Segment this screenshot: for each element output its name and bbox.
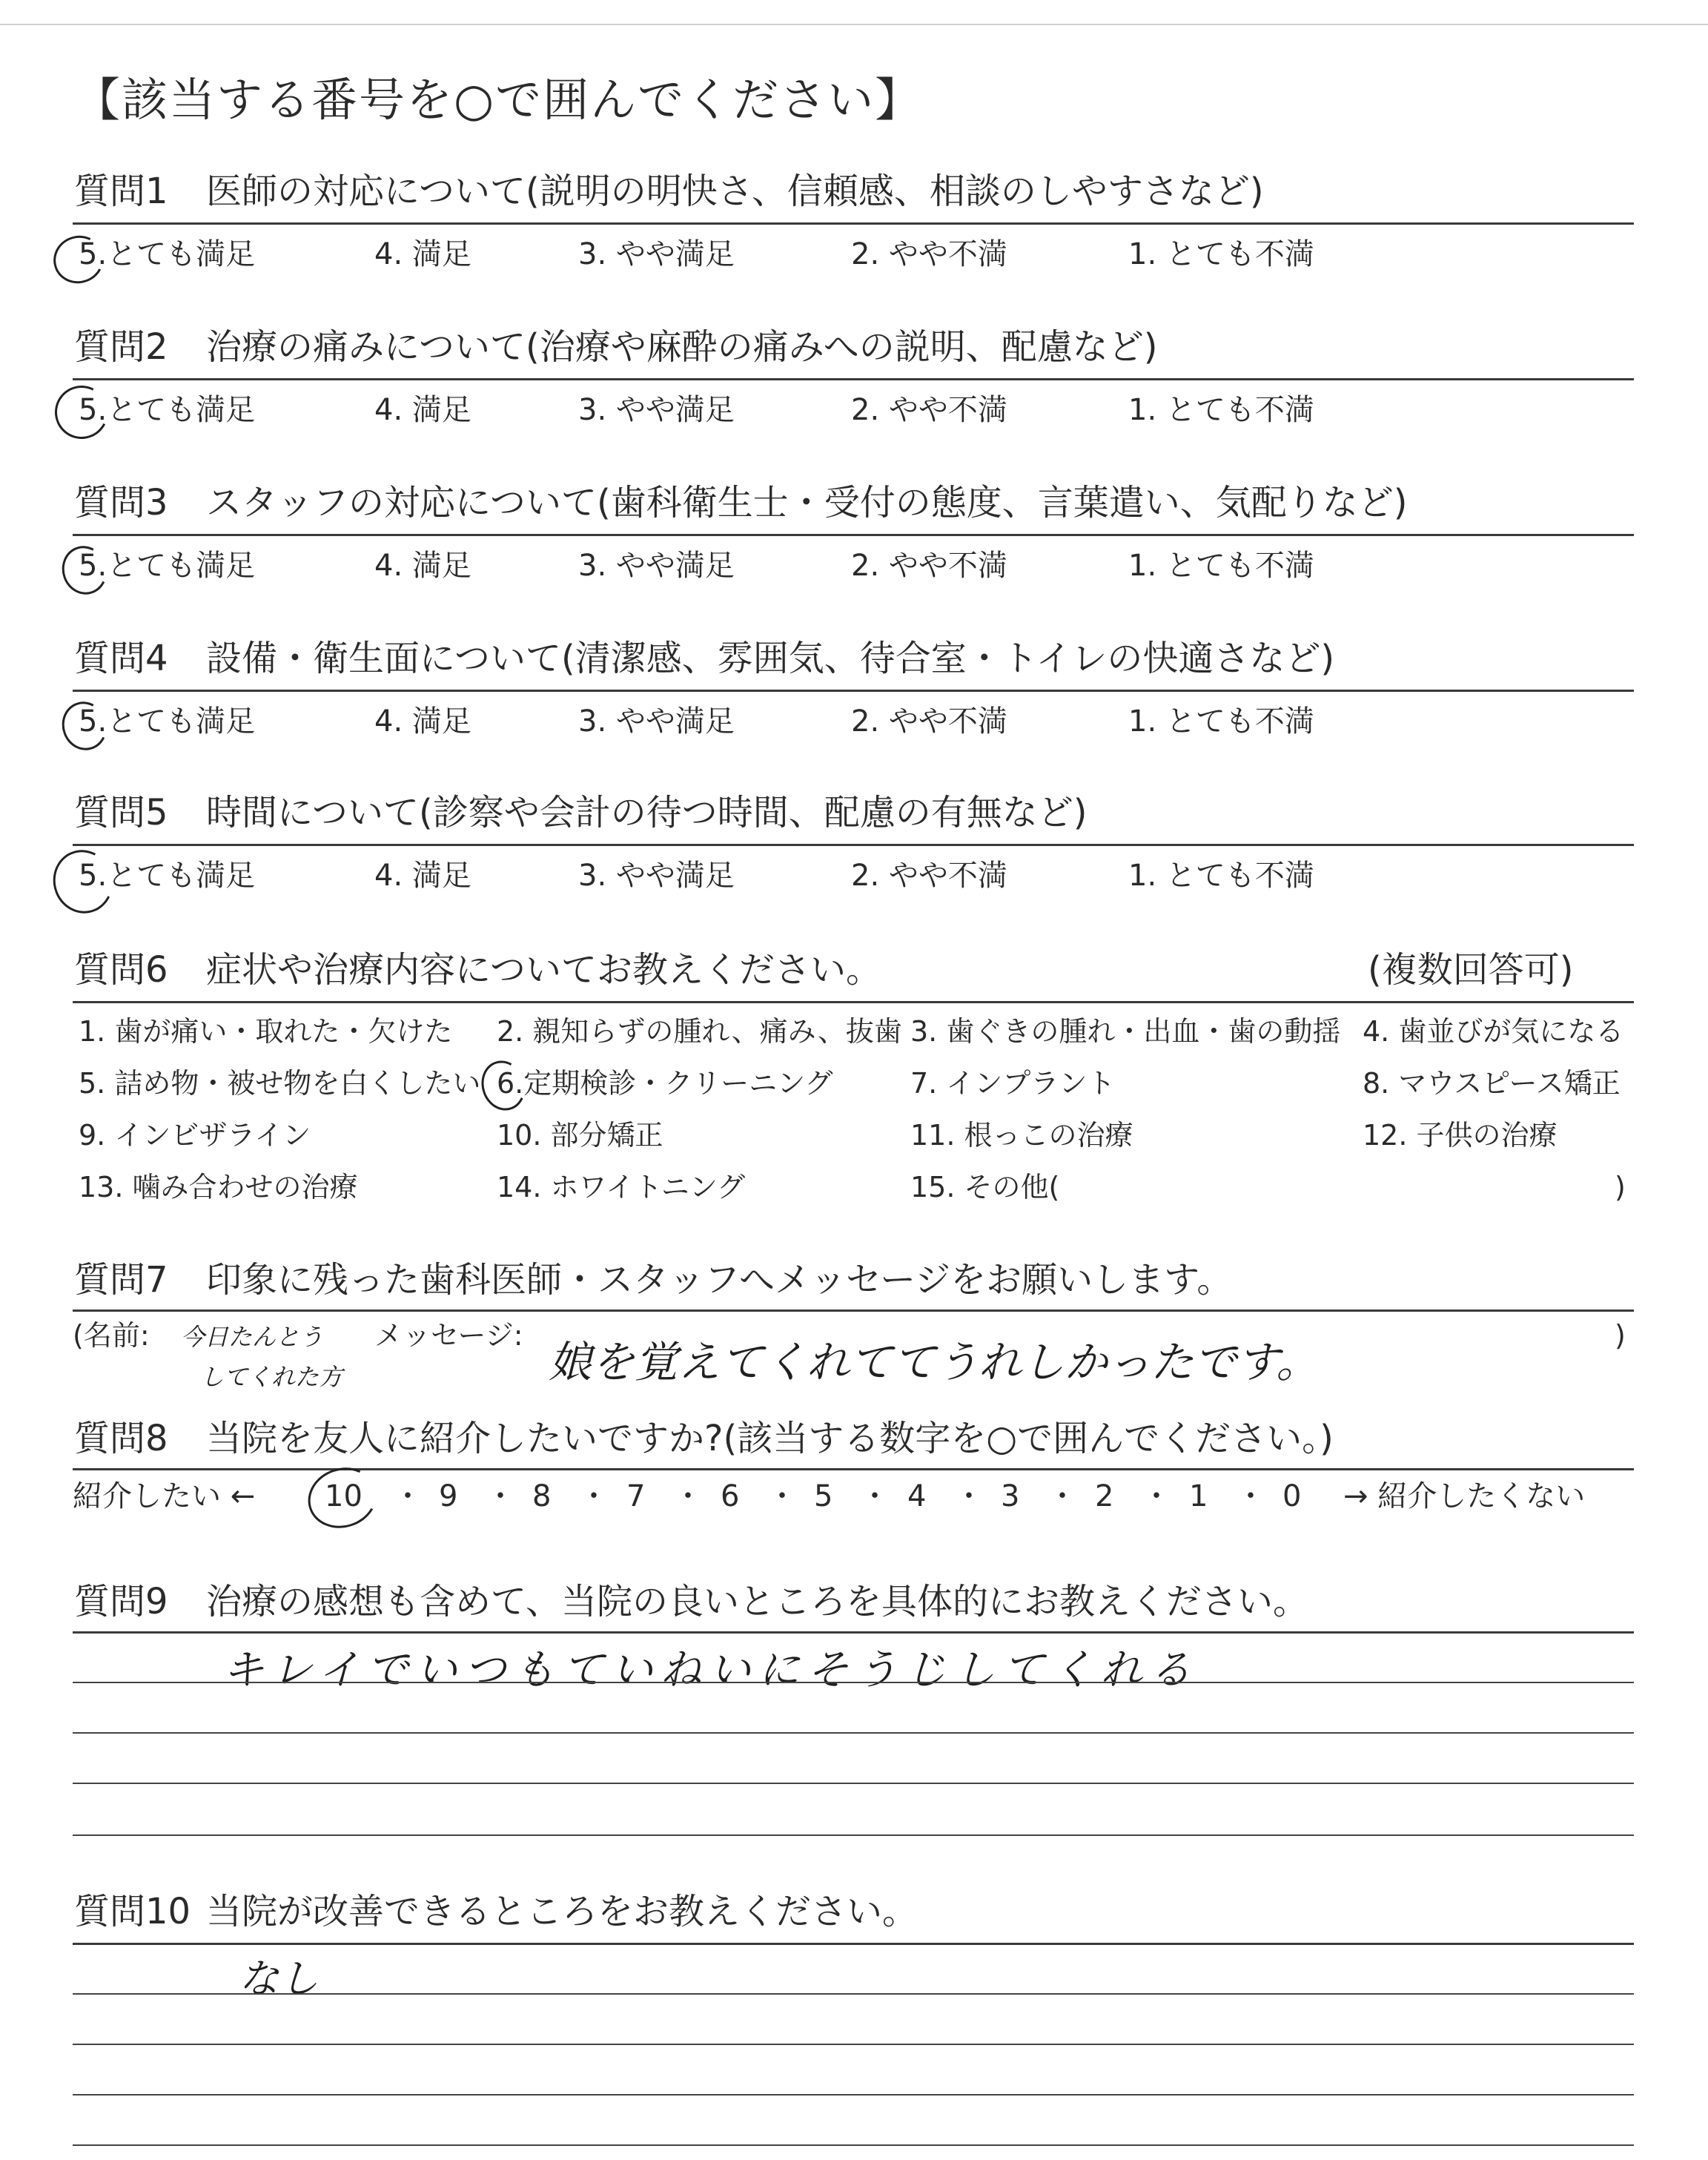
q6-option-7[interactable]: 7. インプラント <box>910 1067 1116 1100</box>
q3-option-3[interactable]: 3. やや満足 <box>578 549 735 583</box>
q6-option-4[interactable]: 4. 歯並びが気になる <box>1363 1015 1624 1048</box>
q5-selection-circle <box>45 842 122 922</box>
q5-option-4[interactable]: 4. 満足 <box>374 859 471 893</box>
q4-option-2[interactable]: 2. やや不満 <box>851 704 1007 739</box>
q6-option-10[interactable]: 10. 部分矯正 <box>497 1119 663 1152</box>
q6-option-11[interactable]: 11. 根っこの治療 <box>910 1119 1133 1152</box>
question-10-header <box>74 1889 918 1934</box>
question-6-rule <box>73 1001 1634 1003</box>
q8-left-label: 紹介したい ← <box>73 1479 256 1513</box>
q6-option-9[interactable]: 9. インビザライン <box>79 1119 311 1152</box>
q2-selection-circle <box>48 379 116 446</box>
question-2-rule <box>73 378 1634 380</box>
q8-scale-9[interactable]: 9 <box>439 1479 458 1513</box>
q8-dot: ・ <box>673 1479 703 1513</box>
q8-dot: ・ <box>393 1479 423 1513</box>
q8-selection-circle <box>300 1459 385 1536</box>
question-4-number: 質問4 <box>74 638 168 679</box>
q2-option-4[interactable]: 4. 満足 <box>374 393 471 427</box>
q1-option-3[interactable]: 3. やや満足 <box>578 237 735 271</box>
q8-dot: ・ <box>767 1479 797 1513</box>
question-8-header <box>74 1416 1334 1461</box>
q8-right-label: → 紹介したくない <box>1343 1479 1586 1513</box>
question-8-rule <box>73 1468 1634 1470</box>
q8-scale-8[interactable]: 8 <box>532 1479 552 1513</box>
question-7-rule <box>73 1309 1634 1312</box>
q7-name-value-line1[interactable]: 今日たんとう <box>181 1323 324 1351</box>
q8-scale-5[interactable]: 5 <box>814 1479 833 1513</box>
question-9-rule <box>73 1631 1634 1634</box>
q6-option-15[interactable]: 15. その他( <box>910 1171 1060 1203</box>
question-6-note: (複数回答可) <box>1368 949 1574 991</box>
page-top-border <box>0 0 1708 25</box>
question-2-header <box>74 325 1158 369</box>
q3-option-4[interactable]: 4. 満足 <box>374 549 471 583</box>
question-8-text: 当院を友人に紹介したいですか?(該当する数字を○で囲んでください。) <box>206 1418 1334 1459</box>
q1-option-1[interactable]: 1. とても不満 <box>1128 237 1314 271</box>
question-9-number: 質問9 <box>74 1581 168 1622</box>
question-9-header <box>74 1579 1308 1624</box>
q7-close-paren: ) <box>1615 1319 1626 1352</box>
q5-option-1[interactable]: 1. とても不満 <box>1128 859 1314 893</box>
question-7-header <box>74 1258 1232 1302</box>
q8-dot: ・ <box>954 1479 984 1513</box>
q4-option-3[interactable]: 3. やや満足 <box>578 704 735 739</box>
q6-option-13[interactable]: 13. 噛み合わせの治療 <box>79 1171 358 1203</box>
question-10-text: 当院が改善できるところをお教えください。 <box>206 1891 918 1932</box>
question-8-number: 質問8 <box>74 1418 168 1459</box>
q8-scale-1[interactable]: 1 <box>1189 1479 1208 1513</box>
q5-option-3[interactable]: 3. やや満足 <box>578 859 735 893</box>
question-4-text: 設備・衛生面について(清潔感、雰囲気、待合室・トイレの快適さなど) <box>206 638 1335 679</box>
question-1-rule <box>73 222 1634 225</box>
question-7-number: 質問7 <box>74 1259 168 1301</box>
question-3-rule <box>73 534 1634 536</box>
q8-dot: ・ <box>1047 1479 1077 1513</box>
question-5-number: 質問5 <box>74 792 168 833</box>
q7-message-label: メッセージ: <box>374 1319 523 1352</box>
q10-answer[interactable]: なし <box>239 1955 319 2002</box>
question-2-number: 質問2 <box>74 326 168 368</box>
question-1-text: 医師の対応について(説明の明快さ、信頼感、相談のしやすさなど) <box>206 171 1264 212</box>
question-2-text: 治療の痛みについて(治療や麻酔の痛みへの説明、配慮など) <box>206 326 1158 368</box>
q10-writing-line <box>73 2044 1634 2045</box>
q9-writing-line <box>73 1682 1634 1683</box>
question-6-header <box>74 948 881 992</box>
question-3-number: 質問3 <box>74 482 168 524</box>
q2-option-1[interactable]: 1. とても不満 <box>1128 393 1314 427</box>
q3-option-2[interactable]: 2. やや不満 <box>851 549 1007 583</box>
q1-option-5[interactable]: 5.とても満足 <box>79 237 256 271</box>
q6-option-3[interactable]: 3. 歯ぐきの腫れ・出血・歯の動揺 <box>910 1015 1341 1048</box>
q6-option-6[interactable]: 6.定期検診・クリーニング <box>497 1067 833 1100</box>
q9-answer[interactable]: キレイでいつもていねいにそうじしてくれる <box>222 1646 1199 1694</box>
q8-scale-0[interactable]: 0 <box>1282 1479 1302 1513</box>
q6-option-15-close: ) <box>1615 1171 1626 1203</box>
q8-scale-7[interactable]: 7 <box>626 1479 646 1513</box>
q10-writing-line <box>73 1993 1634 1995</box>
question-6-text: 症状や治療内容についてお教えください。 <box>206 949 882 991</box>
q7-name-label: (名前: <box>73 1319 150 1352</box>
q10-writing-line <box>73 2144 1634 2146</box>
question-3-header <box>74 480 1408 525</box>
q6-option-14[interactable]: 14. ホワイトニング <box>497 1171 746 1203</box>
question-10-number: 質問10 <box>74 1891 191 1932</box>
q8-scale-3[interactable]: 3 <box>1001 1479 1020 1513</box>
q8-scale-4[interactable]: 4 <box>907 1479 927 1513</box>
question-3-text: スタッフの対応について(歯科衛生士・受付の態度、言葉遣い、気配りなど) <box>206 482 1408 524</box>
q1-option-2[interactable]: 2. やや不満 <box>851 237 1007 271</box>
q5-option-5[interactable]: 5.とても満足 <box>79 859 256 893</box>
q8-dot: ・ <box>1142 1479 1171 1513</box>
q6-option-5[interactable]: 5. 詰め物・被せ物を白くしたい <box>79 1067 481 1100</box>
q6-option-8[interactable]: 8. マウスピース矯正 <box>1363 1067 1621 1100</box>
q4-option-1[interactable]: 1. とても不満 <box>1128 704 1314 739</box>
question-5-text: 時間について(診察や会計の待つ時間、配慮の有無など) <box>206 792 1088 833</box>
q8-dot: ・ <box>1236 1479 1265 1513</box>
question-1-header <box>74 169 1264 214</box>
q6-option-2[interactable]: 2. 親知らずの腫れ、痛み、抜歯 <box>497 1015 902 1048</box>
question-4-rule <box>73 690 1634 692</box>
question-4-header <box>74 636 1334 681</box>
q4-option-4[interactable]: 4. 満足 <box>374 704 471 739</box>
q8-scale-10[interactable]: 10 <box>325 1479 363 1513</box>
q9-writing-line <box>73 1732 1634 1734</box>
question-5-header <box>74 790 1088 835</box>
question-5-rule <box>73 844 1634 846</box>
question-6-number: 質問6 <box>74 949 168 991</box>
q7-name-value-line2[interactable]: してくれた方 <box>200 1363 343 1391</box>
question-9-text: 治療の感想も含めて、当院の良いところを具体的にお教えください。 <box>206 1581 1309 1622</box>
q3-option-5[interactable]: 5.とても満足 <box>79 549 256 583</box>
q3-option-1[interactable]: 1. とても不満 <box>1128 549 1314 583</box>
q8-dot: ・ <box>579 1479 609 1513</box>
q2-option-2[interactable]: 2. やや不満 <box>851 393 1007 427</box>
q9-writing-line <box>73 1834 1634 1836</box>
q8-dot: ・ <box>860 1479 890 1513</box>
q8-scale-2[interactable]: 2 <box>1095 1479 1114 1513</box>
q8-dot: ・ <box>486 1479 515 1513</box>
q10-writing-line <box>73 2094 1634 2095</box>
question-10-rule <box>73 1943 1634 1945</box>
q6-option-1[interactable]: 1. 歯が痛い・取れた・欠けた <box>79 1015 453 1048</box>
q4-option-5[interactable]: 5.とても満足 <box>79 704 256 739</box>
q6-option-12[interactable]: 12. 子供の治療 <box>1363 1119 1558 1152</box>
q7-message-value[interactable]: 娘を覚えてくれててうれしかったです。 <box>549 1337 1320 1387</box>
question-7-text: 印象に残った歯科医師・スタッフへメッセージをお願いします。 <box>206 1259 1233 1301</box>
q2-option-5[interactable]: 5.とても満足 <box>79 393 256 427</box>
question-1-number: 質問1 <box>74 171 168 212</box>
q2-option-3[interactable]: 3. やや満足 <box>578 393 735 427</box>
q1-option-4[interactable]: 4. 満足 <box>374 237 471 271</box>
page-title: 【該当する番号を○で囲んでください】 <box>74 73 923 127</box>
q5-option-2[interactable]: 2. やや不満 <box>851 859 1007 893</box>
q9-writing-line <box>73 1783 1634 1784</box>
q8-scale-6[interactable]: 6 <box>721 1479 740 1513</box>
